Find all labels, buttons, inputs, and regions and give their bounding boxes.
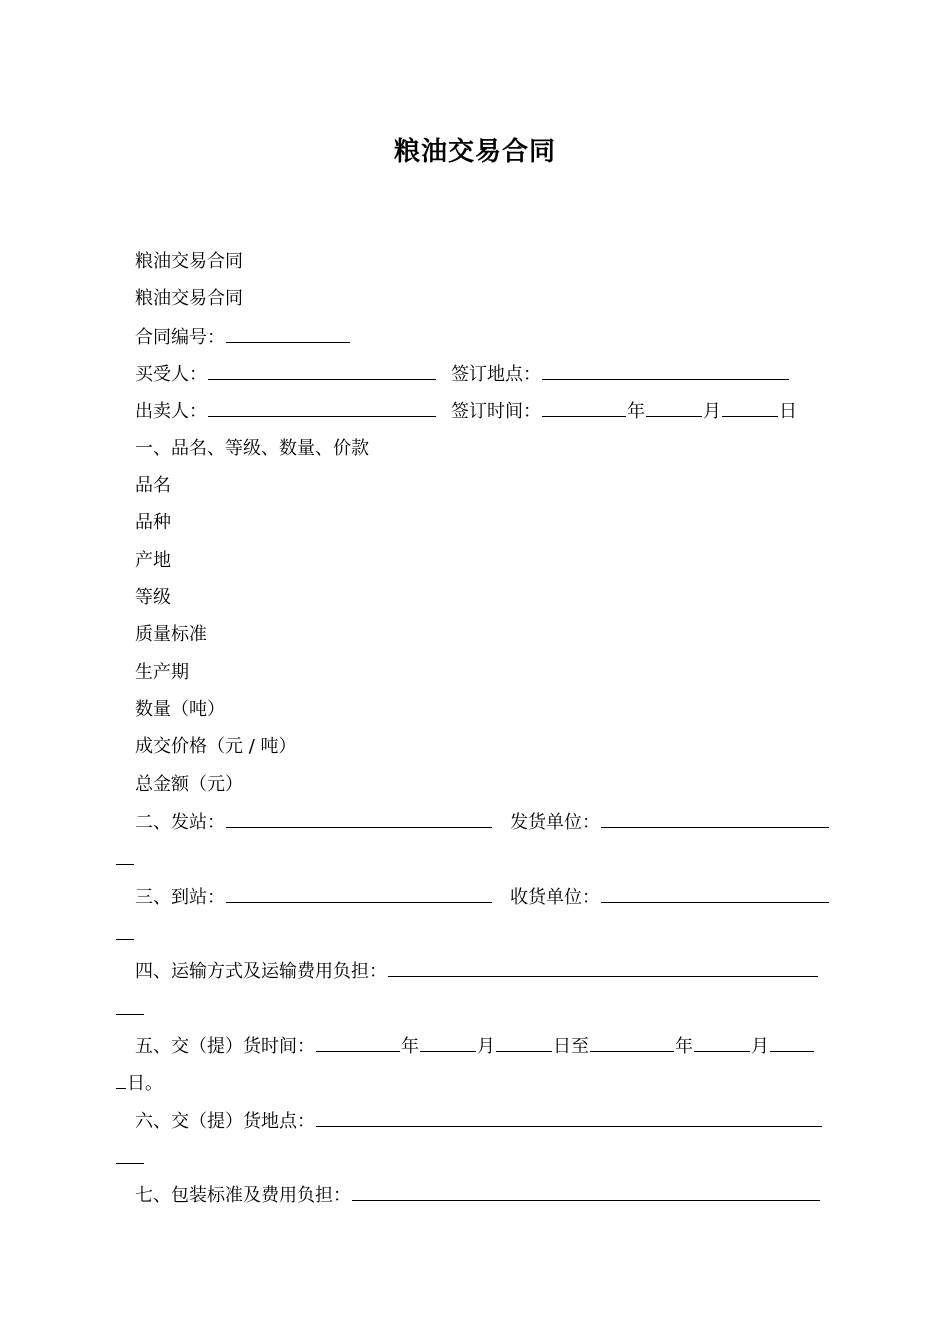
delivery-end-year-unit: 年 [675,1036,693,1057]
contract-number-blank [226,324,350,343]
receiver-label: 收货单位： [510,887,600,908]
delivery-place-wrap-row [115,1145,145,1172]
subtitle-2: 粮油交易合同 [135,288,243,309]
field-unit-price: 成交价格（元 / 吨） [135,736,297,757]
delivery-place-blank [316,1108,822,1127]
buyer-label: 买受人： [135,364,207,385]
delivery-end-year-blank [590,1033,674,1052]
section-6-row [135,1108,823,1135]
section-4-row [135,958,819,985]
buyer-blank [208,361,436,380]
field-quality-standard: 质量标准 [135,624,207,645]
contract-number-row [135,324,351,351]
arrival-station-blank [226,884,492,903]
delivery-start-month-unit: 月 [477,1036,495,1057]
shipper-label: 发货单位： [510,812,600,833]
sign-year-blank [542,398,626,417]
field-variety: 品种 [135,512,171,533]
receiver-wrap-row [115,921,135,948]
sign-month-blank [646,398,702,417]
field-origin: 产地 [135,550,171,571]
sign-day-unit: 日 [779,401,797,422]
sign-month-unit: 月 [703,401,721,422]
sign-time-row [451,398,797,425]
document-title: 粮油交易合同 [393,137,556,167]
section-1-title: 一、品名、等级、数量、价款 [135,438,369,459]
sign-time-label: 签订时间： [451,401,541,422]
seller-row [135,398,437,425]
field-total-amount: 总金额（元） [135,774,243,795]
section-3-station-row [135,884,493,911]
delivery-date-to: 日至 [553,1036,589,1057]
shipper-blank [601,809,829,828]
receiver-blank-continued [116,921,134,940]
delivery-end-day-blank-continued [116,1070,126,1089]
section-6-label: 六、交（提）货地点： [135,1111,315,1132]
sign-day-blank [722,398,778,417]
transport-blank-continued [116,996,144,1015]
field-production-period: 生产期 [135,662,189,683]
departure-station-blank [226,809,492,828]
delivery-end-day-blank [770,1033,814,1052]
transport-blank [388,958,818,977]
transport-wrap-row [115,996,145,1023]
delivery-start-day-blank [496,1033,552,1052]
receiver-blank [601,884,829,903]
shipper-row [510,809,830,836]
delivery-end-month-unit: 月 [751,1036,769,1057]
delivery-start-month-blank [420,1033,476,1052]
delivery-start-year-blank [316,1033,400,1052]
field-grade: 等级 [135,587,171,608]
section-5-row [135,1033,815,1060]
field-quantity: 数量（吨） [135,699,225,720]
section-2-station-row [135,809,493,836]
delivery-end-month-blank [694,1033,750,1052]
buyer-row [135,361,437,388]
sign-place-label: 签订地点： [451,364,541,385]
contract-number-label: 合同编号： [135,327,225,348]
delivery-place-blank-continued [116,1145,144,1164]
seller-label: 出卖人： [135,401,207,422]
sign-place-blank [542,361,789,380]
section-2-label: 二、发站： [135,812,225,833]
delivery-end-wrap-row [115,1070,163,1097]
section-4-label: 四、运输方式及运输费用负担： [135,961,387,982]
shipper-blank-continued [116,846,134,865]
section-3-label: 三、到站： [135,887,225,908]
sign-year-unit: 年 [627,401,645,422]
receiver-row [510,884,830,911]
section-5-label: 五、交（提）货时间： [135,1036,315,1057]
subtitle-1: 粮油交易合同 [135,251,243,272]
field-product-name: 品名 [135,475,171,496]
section-7-row [135,1182,821,1209]
packaging-blank [352,1182,820,1201]
shipper-wrap-row [115,846,135,873]
delivery-date-end: 日。 [127,1073,163,1094]
section-7-label: 七、包装标准及费用负担： [135,1185,351,1206]
seller-blank [208,398,436,417]
sign-place-row [451,361,790,388]
delivery-start-year-unit: 年 [401,1036,419,1057]
